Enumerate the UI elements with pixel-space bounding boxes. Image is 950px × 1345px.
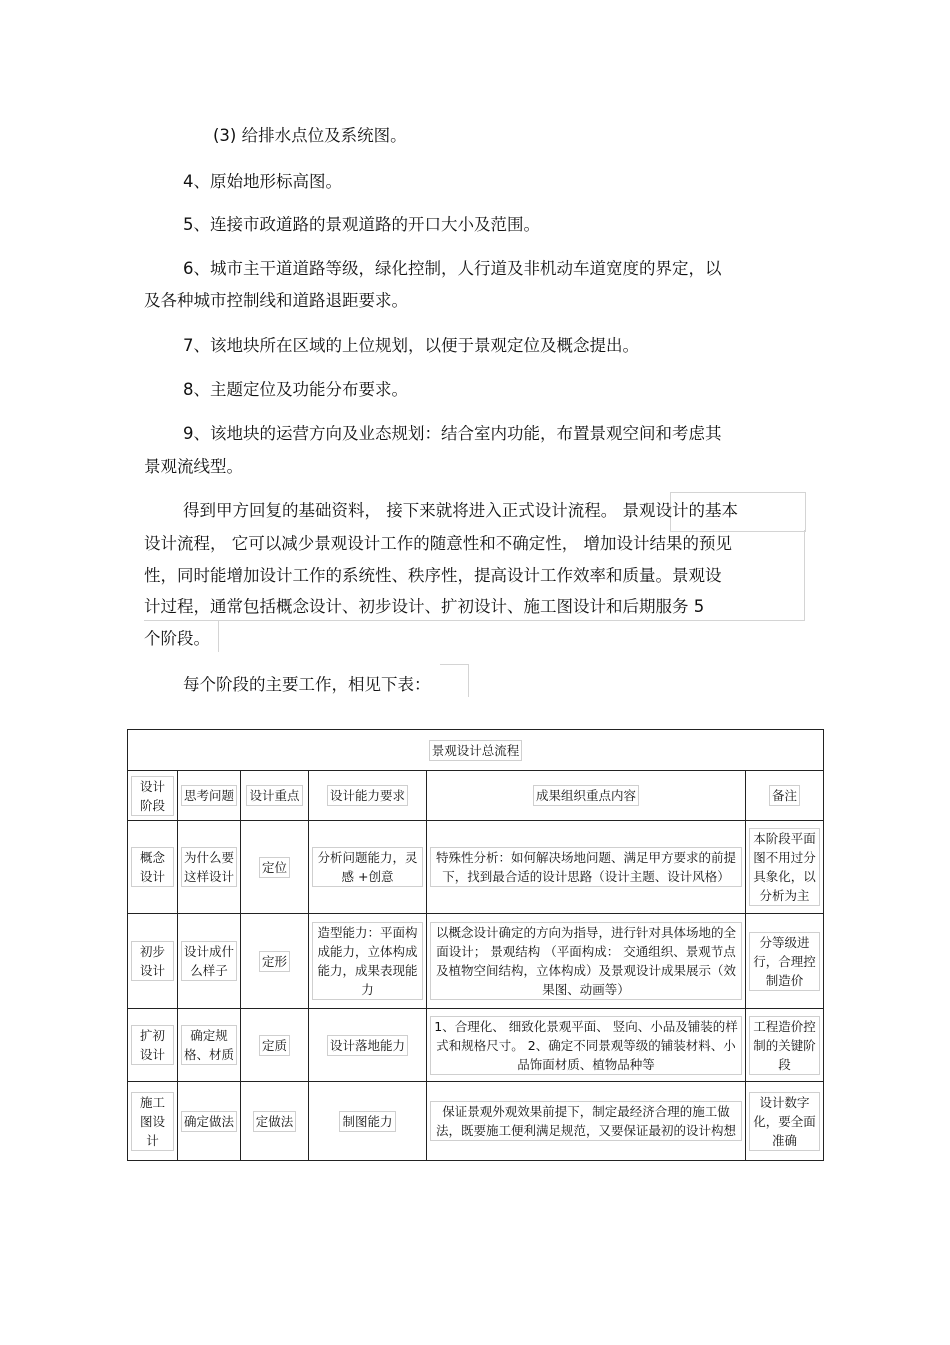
content-text: 保证景观外观效果前提下，制定最经济合理的施工做法，既要施工便利满足规范，又要保证最初的设计构想 bbox=[430, 1101, 742, 1141]
header-stage bbox=[128, 771, 178, 821]
cell-focus bbox=[241, 1082, 309, 1161]
cell-stage bbox=[128, 821, 178, 914]
list-item-8: 8、主题定位及功能分布要求。 bbox=[183, 380, 408, 399]
header-question-text: 思考问题 bbox=[181, 785, 237, 806]
focus-text: 定做法 bbox=[253, 1111, 297, 1132]
question-text: 设计成什么样子 bbox=[181, 941, 237, 981]
list-item-9-line2: 景观流线型。 bbox=[144, 457, 243, 476]
cell-stage bbox=[128, 914, 178, 1009]
cell-ability bbox=[309, 821, 427, 914]
cell-content bbox=[427, 914, 746, 1009]
header-focus bbox=[241, 771, 309, 821]
header-question bbox=[178, 771, 241, 821]
cell-question bbox=[178, 1009, 241, 1082]
list-item-4: 4、原始地形标高图。 bbox=[183, 172, 342, 191]
cell-content bbox=[427, 1082, 746, 1161]
paragraph-line-3: 性，同时能增加设计工作的系统性、秩序性，提高设计工作效率和质量。景观设 bbox=[144, 566, 722, 585]
ability-text: 设计落地能力 bbox=[327, 1035, 408, 1056]
focus-text: 定形 bbox=[259, 951, 290, 972]
cell-focus bbox=[241, 821, 309, 914]
cell-question bbox=[178, 1082, 241, 1161]
paragraph-line-2: 设计流程， 它可以减少景观设计工作的随意性和不确定性， 增加设计结果的预见 bbox=[144, 534, 732, 553]
table-intro: 每个阶段的主要工作，相见下表： bbox=[183, 675, 431, 694]
ability-text: 制图能力 bbox=[339, 1111, 395, 1132]
cell-note bbox=[746, 914, 824, 1009]
header-ability bbox=[309, 771, 427, 821]
header-content-text: 成果组织重点内容 bbox=[533, 785, 639, 806]
content-text: 1、合理化、 细致化景观平面、 竖向、小品及铺装的样式和规格尺寸。 2、确定不同景观等级的铺装材料、小品饰面材质、植物品种等 bbox=[430, 1016, 742, 1075]
cell-stage bbox=[128, 1082, 178, 1161]
ability-text: 分析问题能力，灵感 +创意 bbox=[312, 847, 423, 887]
table-caption-row bbox=[128, 730, 824, 771]
question-text: 为什么要这样设计 bbox=[181, 847, 237, 887]
header-focus-text: 设计重点 bbox=[246, 785, 302, 806]
paragraph-line-5: 个阶段。 bbox=[144, 629, 210, 648]
ability-text: 造型能力：平面构成能力，立体构成能力，成果表现能力 bbox=[312, 922, 423, 1000]
focus-text: 定质 bbox=[259, 1035, 290, 1056]
table-row bbox=[128, 914, 824, 1009]
cell-content bbox=[427, 1009, 746, 1082]
cell-ability bbox=[309, 1082, 427, 1161]
question-text: 确定做法 bbox=[181, 1111, 237, 1132]
table-intro-frame bbox=[440, 664, 469, 697]
list-item-3: (3) 给排水点位及系统图。 bbox=[213, 126, 407, 145]
paragraph-frame-3 bbox=[218, 620, 219, 652]
question-text: 确定规格、材质 bbox=[181, 1025, 237, 1065]
note-text: 本阶段平面图不用过分具象化，以分析为主 bbox=[749, 828, 820, 906]
table-title: 景观设计总流程 bbox=[429, 740, 523, 761]
table-row bbox=[128, 1082, 824, 1161]
stage-text: 概念设计 bbox=[131, 847, 174, 887]
cell-focus bbox=[241, 1009, 309, 1082]
cell-question bbox=[178, 821, 241, 914]
list-item-6-line2: 及各种城市控制线和道路退距要求。 bbox=[144, 291, 408, 310]
note-text: 分等级进行，合理控制造价 bbox=[749, 932, 820, 991]
stage-text: 施工图设计 bbox=[131, 1092, 174, 1151]
list-item-5: 5、连接市政道路的景观道路的开口大小及范围。 bbox=[183, 215, 540, 234]
table-row bbox=[128, 821, 824, 914]
header-content bbox=[427, 771, 746, 821]
cell-ability bbox=[309, 914, 427, 1009]
cell-note bbox=[746, 1082, 824, 1161]
cell-focus bbox=[241, 914, 309, 1009]
cell-note bbox=[746, 821, 824, 914]
content-text: 特殊性分析：如何解决场地问题、满足甲方要求的前提下，找到最合适的设计思路（设计主题、设计风格） bbox=[430, 847, 742, 887]
header-stage-text: 设计阶段 bbox=[131, 776, 174, 816]
paragraph-line-1: 得到甲方回复的基础资料， 接下来就将进入正式设计流程。 景观设计的基本 bbox=[183, 501, 738, 520]
list-item-7: 7、该地块所在区域的上位规划，以便于景观定位及概念提出。 bbox=[183, 336, 639, 355]
cell-note bbox=[746, 1009, 824, 1082]
header-note bbox=[746, 771, 824, 821]
header-note-text: 备注 bbox=[769, 785, 800, 806]
list-item-9-line1: 9、该地块的运营方向及业态规划：结合室内功能，布置景观空间和考虑其 bbox=[183, 424, 722, 443]
cell-question bbox=[178, 914, 241, 1009]
table-title-cell bbox=[128, 730, 824, 771]
note-text: 工程造价控制的关键阶段 bbox=[749, 1016, 820, 1075]
cell-content bbox=[427, 821, 746, 914]
table-header-row bbox=[128, 771, 824, 821]
cell-stage bbox=[128, 1009, 178, 1082]
focus-text: 定位 bbox=[259, 857, 290, 878]
paragraph-line-4: 计过程，通常包括概念设计、初步设计、扩初设计、施工图设计和后期服务 5 bbox=[144, 597, 705, 616]
note-text: 设计数字化，要全面准确 bbox=[749, 1092, 820, 1151]
table-row bbox=[128, 1009, 824, 1082]
content-text: 以概念设计确定的方向为指导，进行针对具体场地的全面设计； 景观结构 （平面构成： 交通组织、景观节点及植物空间结构，立体构成）及景观设计成果展示（效果图、动画等） bbox=[430, 922, 742, 1000]
stage-text: 扩初设计 bbox=[131, 1025, 174, 1065]
design-process-table bbox=[127, 729, 824, 1161]
stage-text: 初步设计 bbox=[131, 941, 174, 981]
header-ability-text: 设计能力要求 bbox=[327, 785, 408, 806]
list-item-6-line1: 6、城市主干道道路等级，绿化控制，人行道及非机动车道宽度的界定，以 bbox=[183, 259, 722, 278]
cell-ability bbox=[309, 1009, 427, 1082]
